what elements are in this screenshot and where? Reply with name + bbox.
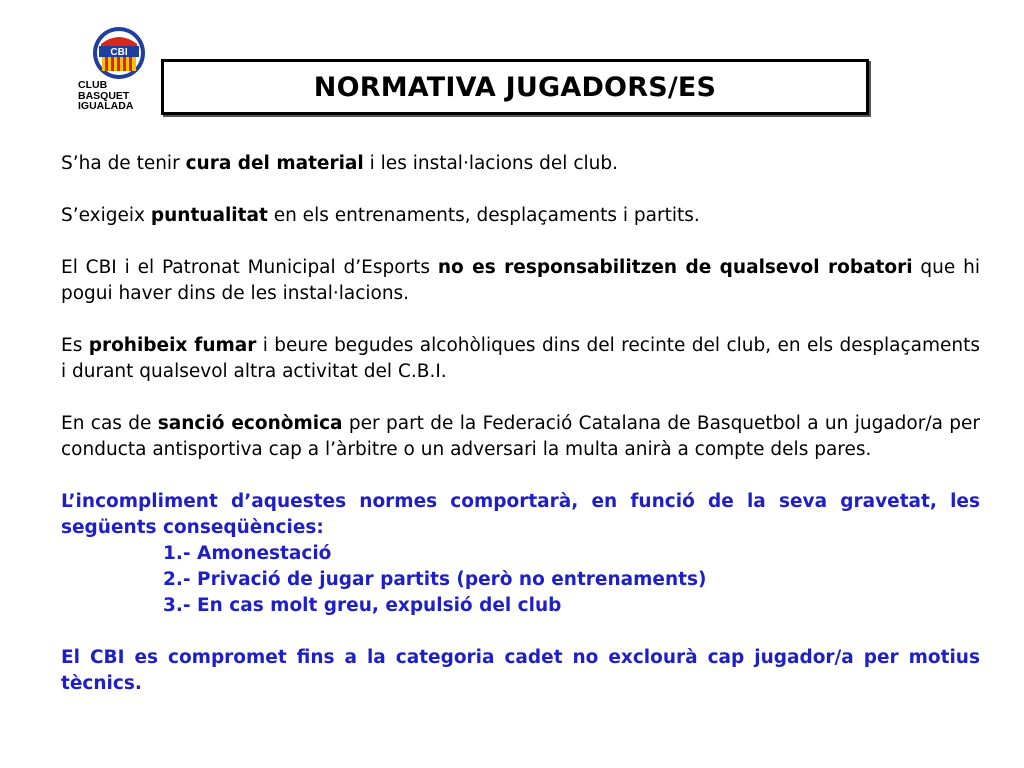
rule-text: per part de la Federació Catalana de Basquetbol a un jugador/a per conducta antisportiva cap a l’àrbitre o un adversari la multa anirà a compte dels pares. [61,413,981,460]
rules-content [61,151,980,697]
consequences-intro: L’incompliment d’aquestes normes comportarà, en funció de la seva gravetat, les següents conseqüències: [61,491,980,538]
rule-emphasis: cura del material [185,153,364,174]
club-logo-text [78,80,160,112]
rule-emphasis: no es responsabilitzen de qualsevol robatori [437,257,913,278]
rule-text: i beure begudes alcohòliques dins del recinte del club, en els desplaçaments i durant qualsevol altra activitat del C.B.I. [61,335,980,382]
rule-text: Es [61,335,89,356]
rule-paragraph [61,203,980,229]
logo-line-1: CLUB [78,79,108,91]
rule-text: en els entrenaments, desplaçaments i partits. [267,205,700,226]
club-emblem-icon [78,26,160,82]
rule-text: i les instal·lacions del club. [363,153,618,174]
rule-emphasis: prohibeix fumar [88,335,257,356]
rule-text: El CBI i el Patronat Municipal d’Esports [61,257,438,278]
rule-paragraph [61,255,980,307]
closing-statement: El CBI es compromet fins a la categoria cadet no exclourà cap jugador/a per motius tècnics. [61,647,980,694]
page-title: NORMATIVA JUGADORS/ES [313,71,717,103]
rule-text: En cas de [61,413,158,434]
rule-paragraph [61,151,980,177]
rule-emphasis: sanció econòmica [157,413,343,434]
title-box [161,59,869,115]
rule-paragraph [61,333,980,385]
svg-text:CBI: CBI [110,47,128,58]
club-logo [78,26,160,122]
consequence-item: 2.- Privació de jugar partits (però no entrenaments) [163,569,707,590]
logo-line-2: BASQUET [78,89,130,102]
rule-text: que hi pogui haver dins de les instal·lacions. [61,257,981,304]
consequence-item: 1.- Amonestació [163,543,332,564]
consequences-section [61,489,980,619]
logo-line-3: IGUALADA [78,100,134,112]
consequence-item: 3.- En cas molt greu, expulsió del club [163,595,562,616]
rule-paragraph [61,411,980,463]
rule-text: S’ha de tenir [61,153,186,174]
rule-text: S’exigeix [61,205,151,226]
rule-emphasis: puntualitat [150,205,268,226]
